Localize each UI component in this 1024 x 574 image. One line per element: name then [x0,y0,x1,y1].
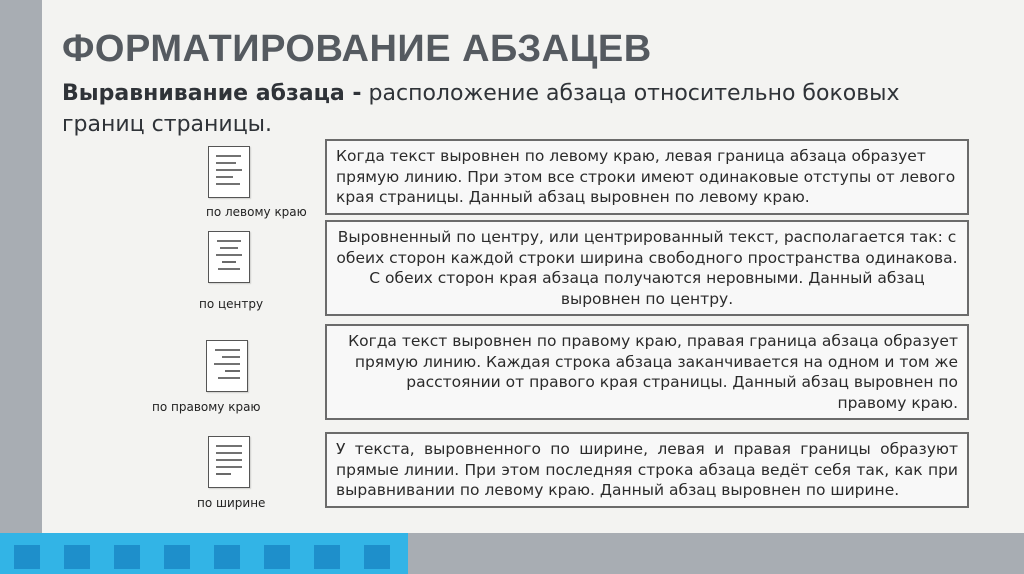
label-align-right: по правому краю [152,400,261,414]
label-align-justify: по ширине [197,496,266,510]
align-justify-icon [208,436,250,488]
strip-square [314,545,340,569]
align-right-icon [206,340,248,392]
film-strip [0,533,408,574]
strip-square [14,545,40,569]
strip-square [364,545,390,569]
page-title: ФОРМАТИРОВАНИЕ АБЗАЦЕВ [62,28,652,70]
strip-square [114,545,140,569]
subtitle-definition: расположение абзаца относительно боковых границ страницы. [62,81,900,137]
strip-square [214,545,240,569]
description-align-left: Когда текст выровнен по левому краю, левая граница абзаца образует прямую линию. При этом все строки имеют одинаковые отступы от левого края страницы. Данный абзац выровнен по левому краю. [325,139,969,215]
label-align-center: по центру [199,297,264,311]
label-align-left: по левому краю [206,205,307,219]
description-align-justify: У текста, выровненного по ширине, левая и правая границы образуют прямые линии. При этом последняя строка абзаца ведёт себя так, как при выравнивании по левому краю. Данный абзац выровнен по ширине. [325,432,969,508]
subtitle [62,78,982,140]
subtitle-term: Выравнивание абзаца - [62,81,362,106]
strip-square [264,545,290,569]
description-align-center: Выровненный по центру, или центрированный текст, располагается так: с обеих сторон каждой строки ширина свободного пространства одинакова. С обеих сторон края абзаца получаются неровными. Данный абзац выровнен по центру. [325,220,969,316]
align-center-icon [208,231,250,283]
strip-square [64,545,90,569]
left-decor-bar [0,0,42,533]
strip-square [164,545,190,569]
align-left-icon [208,146,250,198]
description-align-right: Когда текст выровнен по правому краю, правая граница абзаца образует прямую линию. Каждая строка абзаца заканчивается на одном и том же расстоянии от правого края страницы. Данный абзац выровнен по правому краю. [325,324,969,420]
